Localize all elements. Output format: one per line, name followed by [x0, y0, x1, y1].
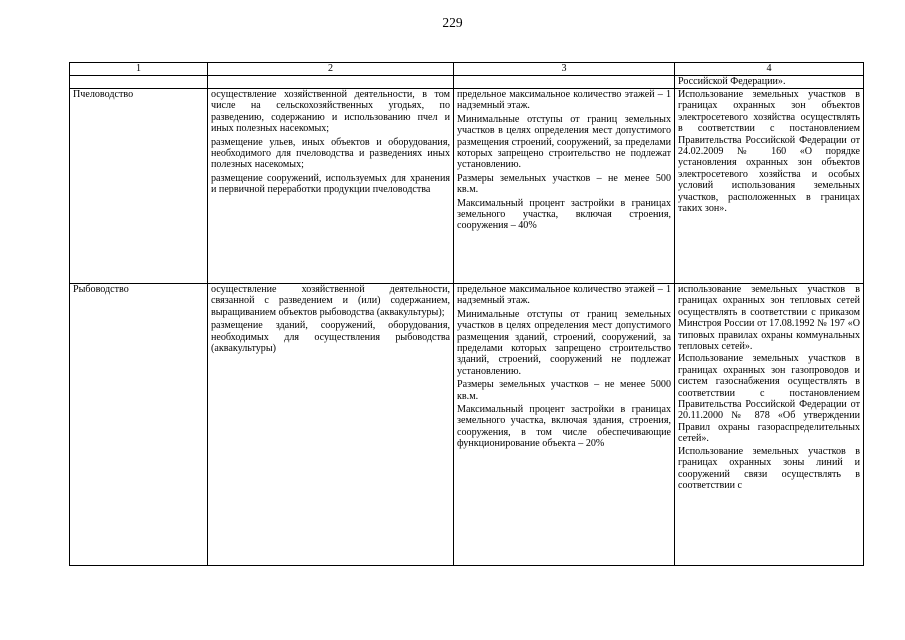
page-number: 229 — [442, 15, 463, 30]
params-paragraph: Максимальный процент застройки в границах земельного участка, включая здания, строения, сооружения, в том числе обеспечивающие функционирование объекта – 20% — [457, 404, 671, 450]
params-paragraph: Максимальный процент застройки в границах земельного участка, включая строения, сооружения – 40% — [457, 197, 671, 232]
table-header-row — [70, 63, 864, 76]
header-cell: 3 — [454, 63, 675, 76]
params-paragraph: Размеры земельных участков – не менее 5000 кв.м. — [457, 379, 671, 402]
description-paragraph: размещение сооружений, используемых для хранения и первичной переработки продукции пчеловодства — [211, 172, 450, 196]
table-row — [70, 284, 864, 566]
description-paragraph: осуществление хозяйственной деятельности, в том числе на сельскохозяйственных угодьях, по разведению, содержанию и использованию пчел и иных полезных насекомых; — [211, 89, 450, 135]
description-cell — [208, 89, 454, 284]
params-paragraph: предельное максимальное количество этажей – 1 надземный этаж. — [457, 89, 671, 112]
land-use-table — [69, 62, 864, 566]
empty-cell — [208, 76, 454, 89]
restrictions-paragraph: использование земельных участков в границах охранных зон тепловых сетей осуществлять в соответствии с приказом Минстроя России от 17.08.1992 № 197 «О типовых правилах охраны коммунальных тепловых сетей». — [678, 284, 860, 353]
params-paragraph: Минимальные отступы от границ земельных участков в целях определения мест допустимого размещения строений, сооружений, за пределами которых запрещено строительство не подлежат установлению. — [457, 113, 671, 171]
header-cell: 1 — [70, 63, 208, 76]
description-paragraph: размещение зданий, сооружений, оборудования, необходимых для осуществления рыбоводства (аквакультуры) — [211, 320, 450, 355]
description-cell — [208, 284, 454, 566]
continuation-cell: Российской Федерации». — [675, 76, 864, 89]
continuation-row — [70, 76, 864, 89]
restrictions-paragraph: Использование земельных участков в границах охранных зон объектов электросетевого хозяйства осуществлять в соответствии с постановлением Правительства Российской Федерации от 24.02.2009 № 160 «О порядке установления охранных зон объектов электросетевого хозяйства и особых условий использования земельных участков, расположенных в границах таких зон». — [678, 89, 860, 215]
params-cell — [454, 284, 675, 566]
params-paragraph: Минимальные отступы от границ земельных участков в целях определения мест допустимого размещения зданий, строений, сооружений, за пределами которых запрещено строительство зданий, строений, сооружений не подлежат установлению. — [457, 308, 671, 377]
description-paragraph: осуществление хозяйственной деятельности, связанной с разведением и (или) содержанием, выращиванием объектов рыбоводства (аквакультуры); — [211, 284, 450, 318]
header-cell: 4 — [675, 63, 864, 76]
empty-cell — [454, 76, 675, 89]
description-paragraph: размещение ульев, иных объектов и оборудования, необходимого для пчеловодства и разведениях иных полезных насекомых; — [211, 136, 450, 171]
restrictions-paragraph: Использование земельных участков в границах охранных зон газопроводов и систем газоснабжения осуществлять в соответствии с постановлением Правительства Российской Федерации от 20.11.2000 № 878 «Об утверждении Правил охраны газораспределительных сетей». — [678, 353, 860, 445]
params-paragraph: предельное максимальное количество этажей – 1 надземный этаж. — [457, 284, 671, 307]
empty-cell — [70, 76, 208, 89]
params-paragraph: Размеры земельных участков – не менее 500 кв.м. — [457, 172, 671, 196]
restrictions-paragraph: Использование земельных участков в границах охранных зоны линий и сооружений связи осуществлять в соответствии с — [678, 445, 860, 491]
use-name-cell: Рыбоводство — [70, 284, 208, 566]
restrictions-cell — [675, 89, 864, 284]
params-cell — [454, 89, 675, 284]
use-name-cell: Пчеловодство — [70, 89, 208, 284]
header-cell: 2 — [208, 63, 454, 76]
restrictions-cell — [675, 284, 864, 566]
table-row — [70, 89, 864, 284]
